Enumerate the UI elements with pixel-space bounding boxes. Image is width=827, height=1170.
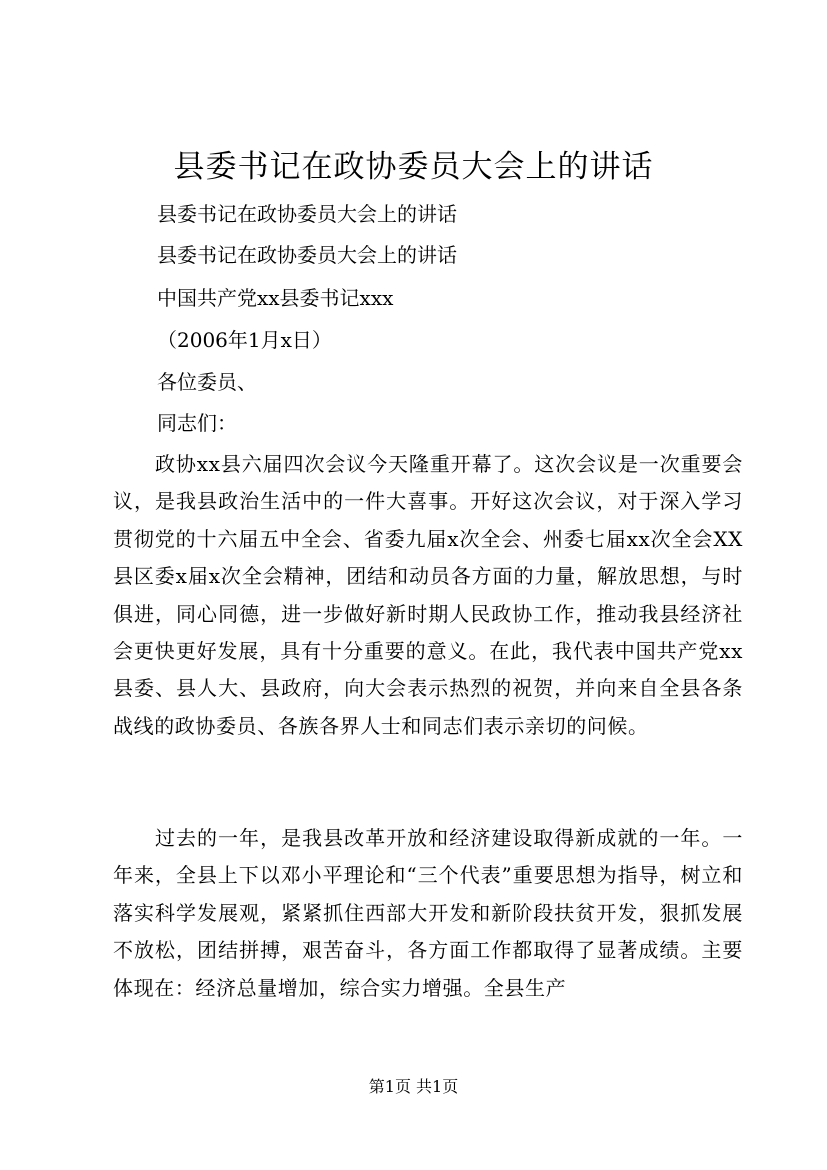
header-line-1: 县委书记在政协委员大会上的讲话 — [157, 202, 457, 226]
document-title: 县委书记在政协委员大会上的讲话 — [173, 149, 654, 185]
salutation-line-2: 同志们： — [157, 411, 237, 435]
body-paragraph-1: 政协xx县六届四次会议今天隆重开幕了。这次会议是一次重要会议，是我县政治生活中的一件大喜事。开好这次会议，对于深入学习贯彻党的十六届五中全会、省委九届x次全会、州委七届xx次全会XX县区委x届x次全会精神，团结和动员各方面的力量，解放思想，与时俱进，同心同德，进一步做好新时期人民政协工作，推动我县经济社会更快更好发展，具有十分重要的意义。在此，我代表中国共产党xx县委、县人大、县政府，向大会表示热烈的祝贺，并向来自全县各条战线的政协委员、各族各界人士和同志们表示亲切的问候。 — [113, 452, 743, 738]
header-line-2: 县委书记在政协委员大会上的讲话 — [157, 243, 457, 267]
salutation-line-1: 各位委员、 — [157, 370, 257, 394]
body-paragraph-2: 过去的一年，是我县改革开放和经济建设取得新成就的一年。一年来，全县上下以邓小平理论和“三个代表”重要思想为指导，树立和落实科学发展观，紧紧抓住西部大开发和新阶段扶贫开发，狠抓发展不放松，团结拼搏，艰苦奋斗，各方面工作都取得了显著成绩。主要体现在：经济总量增加，综合实力增强。全县生产 — [113, 826, 743, 1000]
page-number-footer: 第1页 共1页 — [368, 1077, 459, 1096]
date-line: （2006年1月x日） — [157, 328, 332, 352]
author-line: 中国共产党xx县委书记xxx — [157, 286, 394, 310]
